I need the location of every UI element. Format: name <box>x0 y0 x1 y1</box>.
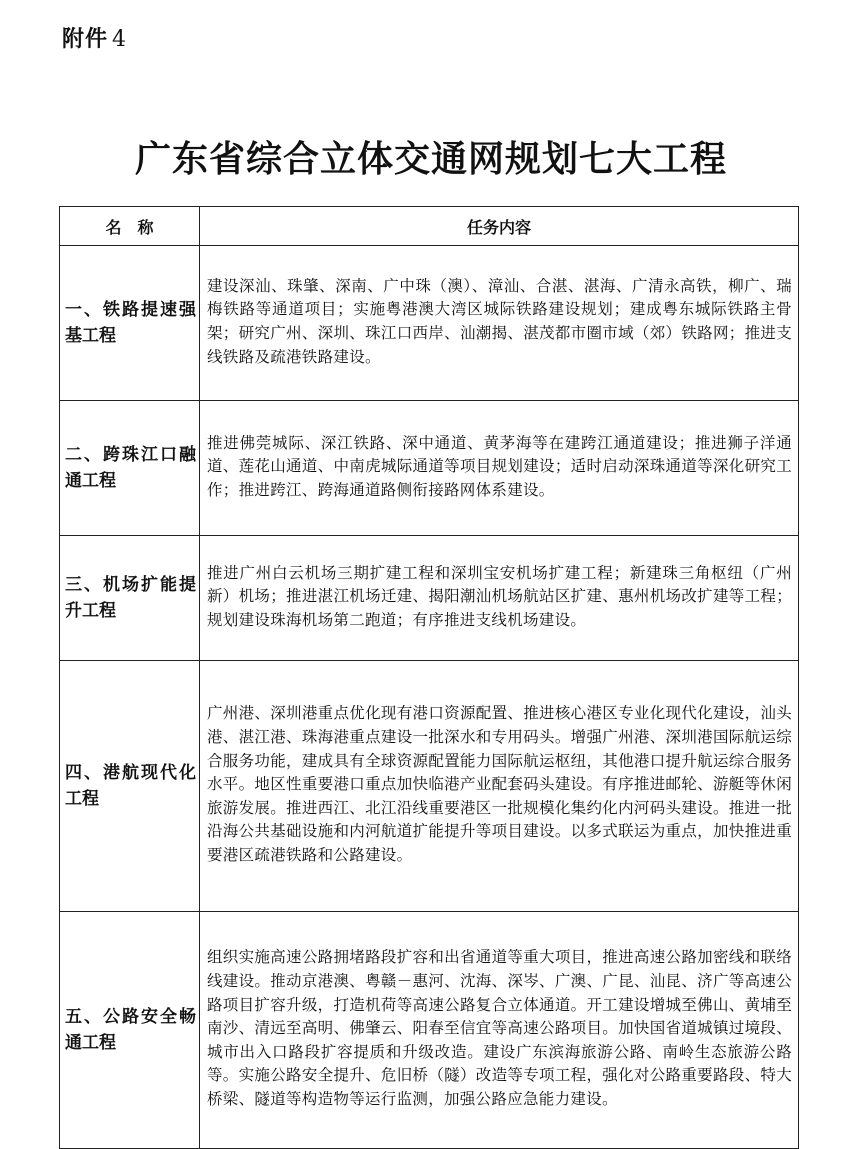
attachment-number: 4 <box>112 27 128 52</box>
projects-table <box>59 206 799 1149</box>
column-header-content: 任务内容 <box>200 207 799 246</box>
project-content: 建设深汕、珠肇、深南、广中珠（澳）、漳汕、合湛、湛海、广清永高铁，柳广、瑞梅铁路等通道项目；实施粤港澳大湾区城际铁路建设规划；建成粤东城际铁路主骨架；研究广州、深圳、珠江口西岸、汕潮揭、湛茂都市圈市域（郊）铁路网；推进支线铁路及疏港铁路建设。 <box>200 246 799 401</box>
project-name: 三、机场扩能提升工程 <box>60 536 200 661</box>
table-header-row <box>60 207 799 246</box>
table-row <box>60 912 799 1149</box>
project-name: 一、铁路提速强基工程 <box>60 246 200 401</box>
table-row <box>60 246 799 401</box>
attachment-label <box>62 22 127 53</box>
project-content: 广州港、深圳港重点优化现有港口资源配置、推进核心港区专业化现代化建设，汕头港、湛江港、珠海港重点建设一批深水和专用码头。增强广州港、深圳港国际航运综合服务功能，建成具有全球资源配置能力国际航运枢纽，其他港口提升航运综合服务水平。地区性重要港口重点加快临港产业配套码头建设。有序推进邮轮、游艇等休闲旅游发展。推进西江、北江沿线重要港区一批规模化集约化内河码头建设。推进一批沿海公共基础设施和内河航道扩能提升等项目建设。以多式联运为重点，加快推进重要港区疏港铁路和公路建设。 <box>200 661 799 912</box>
attachment-label-text: 附件 <box>62 27 109 52</box>
project-content: 推进广州白云机场三期扩建工程和深圳宝安机场扩建工程；新建珠三角枢纽（广州新）机场；推进湛江机场迁建、揭阳潮汕机场航站区扩建、惠州机场改扩建等工程；规划建设珠海机场第二跑道；有序推进支线机场建设。 <box>200 536 799 661</box>
project-name: 二、跨珠江口融通工程 <box>60 401 200 536</box>
project-name: 四、港航现代化工程 <box>60 661 200 912</box>
project-name: 五、公路安全畅通工程 <box>60 912 200 1149</box>
column-header-name: 名 称 <box>60 207 200 246</box>
table-row <box>60 401 799 536</box>
project-content: 推进佛莞城际、深江铁路、深中通道、黄茅海等在建跨江通道建设；推进狮子洋通道、莲花山通道、中南虎城际通道等项目规划建设；适时启动深珠通道等深化研究工作；推进跨江、跨海通道路侧衔接路网体系建设。 <box>200 401 799 536</box>
project-content: 组织实施高速公路拥堵路段扩容和出省通道等重大项目，推进高速公路加密线和联络线建设。推动京港澳、粤赣－惠河、沈海、深岑、广澳、广昆、汕昆、济广等高速公路项目扩容升级，打造机荷等高速公路复合立体通道。开工建设增城至佛山、黄埔至南沙、清远至高明、佛肇云、阳春至信宜等高速公路项目。加快国省道城镇过境段、城市出入口路段扩容提质和升级改造。建设广东滨海旅游公路、南岭生态旅游公路等。实施公路安全提升、危旧桥（隧）改造等专项工程，强化对公路重要路段、特大桥梁、隧道等构造物等运行监测，加强公路应急能力建设。 <box>200 912 799 1149</box>
table-row <box>60 661 799 912</box>
page-title: 广东省综合立体交通网规划七大工程 <box>134 138 727 180</box>
table-row <box>60 536 799 661</box>
